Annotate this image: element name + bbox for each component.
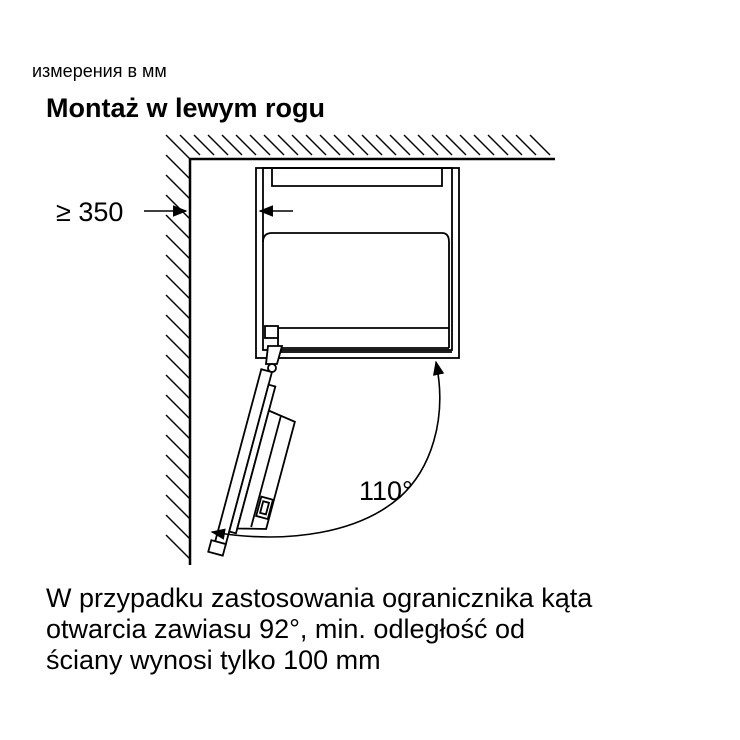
units-caption: измерения в мм	[32, 61, 167, 81]
cabinet	[256, 168, 459, 358]
note-line: ściany wynosi tylko 100 mm	[46, 645, 381, 675]
open-door	[208, 368, 305, 564]
hinge	[266, 346, 282, 372]
wall-hatching	[166, 135, 550, 559]
note-line: W przypadku zastosowania ogranicznika kąta	[46, 583, 593, 613]
installation-note	[46, 583, 726, 676]
opening-angle-label: 110°	[359, 476, 413, 506]
diagram-title: Montaż w lewym rogu	[46, 93, 326, 123]
note-line: otwarcia zawiasu 92°, min. odległość od	[46, 614, 526, 644]
clearance-label: ≥ 350	[56, 197, 124, 227]
appliance-body	[263, 233, 452, 352]
